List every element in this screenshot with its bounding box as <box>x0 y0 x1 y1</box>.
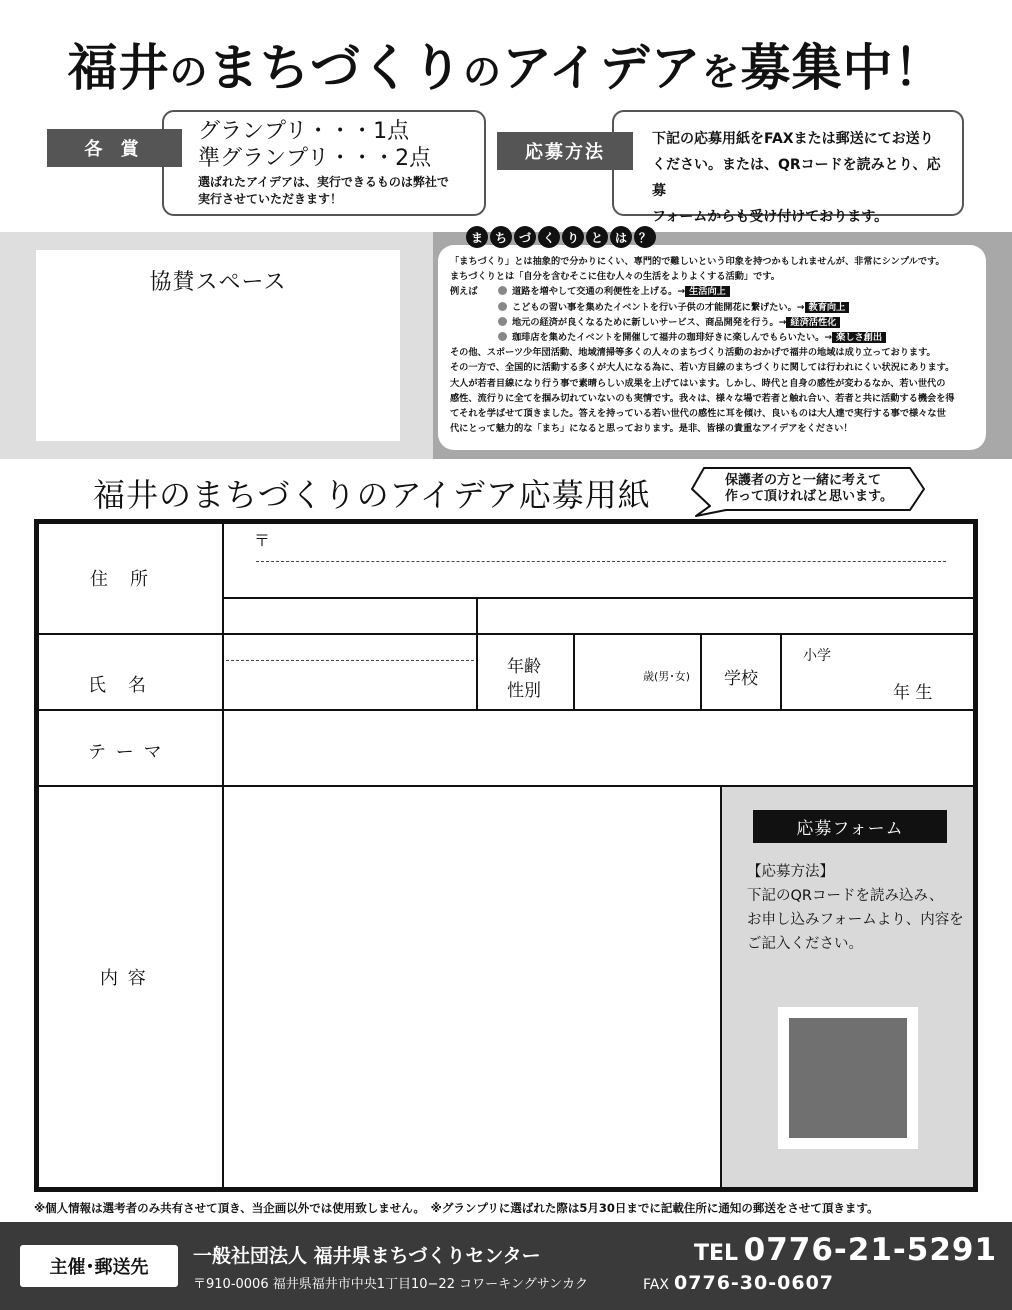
col-divider <box>780 634 782 709</box>
qr-code-icon[interactable] <box>789 1018 907 1138</box>
postal-mark: 〒 <box>254 531 273 550</box>
about-example-row: 例えば 道路を増やして交通の利便性を上げる。→ 生活向上 <box>450 284 972 299</box>
prize-box <box>162 110 486 216</box>
col-divider <box>700 634 702 709</box>
theme-label: テ ー マ <box>88 742 164 763</box>
col-divider <box>720 786 722 1187</box>
about-body-5: てそれを学ばせて頂きました。答えを持っている若い世代の感性に耳を傾け、良いものは大人達で実行する事で様々な世 <box>450 408 946 420</box>
tag-badge: 生活向上 <box>685 286 730 297</box>
about-box <box>438 245 986 450</box>
page-title: 福井のまちづくりのアイデアを募集中！ <box>67 39 945 97</box>
address-label: 住 所 <box>90 569 150 590</box>
col-divider <box>573 634 575 709</box>
content-field[interactable] <box>226 789 718 1185</box>
address-field-1[interactable] <box>226 526 970 594</box>
school-label: 学校 <box>724 669 758 689</box>
col-divider <box>476 597 478 709</box>
about-example-row: こどもの習い事を集めたイベントを行い子供の才能開花に繋げたい。→ 教育向上 <box>450 300 972 315</box>
gender-label: 性別 <box>507 681 541 701</box>
about-example-prefix: 例えば <box>450 286 478 298</box>
organizer-name: 一般社団法人 福井県まちづくりセンター <box>193 1245 541 1267</box>
content-label: 内 容 <box>100 968 148 989</box>
method-line-2: ください。または、QRコードを読みとり、応募 <box>652 157 941 199</box>
prize-grand: グランプリ・・・1点 <box>198 119 410 144</box>
method-line-3: フォームからも受け付けております。 <box>652 209 889 225</box>
row-divider <box>224 597 974 599</box>
tag-badge: 楽しさ創出 <box>832 332 886 343</box>
name-label: 氏 名 <box>88 675 148 696</box>
theme-field[interactable] <box>226 713 972 783</box>
online-form-button[interactable]: 応募フォーム <box>753 810 947 843</box>
school-type: 小学 <box>803 648 831 664</box>
tag-badge: 経済活性化 <box>786 317 840 328</box>
method-line-1: 下記の応募用紙をFAXまたは郵送にてお送り <box>652 131 934 147</box>
address-field-2[interactable] <box>226 600 474 632</box>
bullet-icon <box>498 286 507 295</box>
grade-suffix: 年 生 <box>893 683 933 703</box>
name-field[interactable] <box>226 664 474 708</box>
name-furigana-line <box>226 660 474 661</box>
col-divider <box>222 524 224 1187</box>
age-suffix: 歳(男･女) <box>643 670 691 683</box>
address-field-3[interactable] <box>480 600 972 632</box>
row-divider <box>39 633 974 635</box>
about-body-3: 大人が若者目線になり行う事で素晴らしい成果を上げてはいます。しかし、時代と自身の感性が変わるなか、若い世代の <box>450 377 946 389</box>
bullet-icon <box>498 317 507 326</box>
organizer-fax: FAX 0776-30-0607 <box>643 1272 835 1294</box>
prize-runner-up: 準グランプリ・・・2点 <box>198 146 432 171</box>
about-heading: ま ち づ く り と は ？ <box>466 226 656 250</box>
about-intro-2: まちづくりとは「自分を含むそこに住む人々の生活をよりよくする活動」です。 <box>450 271 780 283</box>
bullet-icon <box>498 332 507 341</box>
tag-badge: 教育向上 <box>805 302 850 313</box>
organizer-address: 〒910-0006 福井県福井市中央1丁目10−22 コワーキングサンカク <box>193 1277 589 1292</box>
age-label: 年齢 <box>507 657 541 677</box>
organizer-label: 主催･郵送先 <box>20 1245 178 1287</box>
row-divider <box>39 709 974 711</box>
form-title: 福井のまちづくりのアイデア応募用紙 <box>93 476 651 514</box>
privacy-footnote: ※個人情報は選考者のみ共有させて頂き、当企画以外では使用致しません。 ※グランプリに選ばれた際は5月30日までに記載住所に通知の郵送をさせて頂きます。 <box>34 1201 879 1215</box>
row-divider <box>39 785 974 787</box>
method-box <box>612 110 964 225</box>
about-intro-1: 「まちづくり」とは抽象的で分かりにくい、専門的で難しいという印象を持つかもしれませんが、非常にシンプルです。 <box>450 256 945 267</box>
about-body-1: その他、スポーツ少年団活動、地域清掃等多くの人々のまちづくり活動のおかげで福井の地域は成り立っております。 <box>450 347 936 359</box>
about-body-2: その一方で、全国的に活動する多くが大人になる為に、若い方目線のまちづくりに関しては行われにくい状況にあります。 <box>450 362 955 374</box>
about-example-row: 地元の経済が良くなるために新しいサービス、商品開発を行う。→ 経済活性化 <box>450 315 972 330</box>
organizer-tel: TEL 0776-21-5291 <box>694 1232 998 1268</box>
prize-note-2: 実行させていただきます！ <box>198 192 343 206</box>
about-body-6: 代にとって魅力的な「まち」になると思っております。是非、皆様の貴重なアイデアをください！ <box>450 423 853 435</box>
bubble-text: 保護者の方と一緒に考えて 作って頂ければと思います。 <box>725 473 893 504</box>
bullet-icon <box>498 302 507 311</box>
prize-note-1: 選ばれたアイデアは、実行できるものは弊社で <box>198 175 449 189</box>
about-body-4: 感性、流行りに全てを掴み切れていないのも実情です。我々は、様々な場で若者と触れ合い、若者と共に活動する機会を得 <box>450 392 955 404</box>
about-example-row: 珈琲店を集めたイベントを開催して福井の珈琲好きに楽しんでもらいたい。→ 楽しさ創出 <box>450 330 972 345</box>
method-label: 応募方法 <box>497 132 633 170</box>
prize-label: 各 賞 <box>47 129 182 167</box>
online-instructions: 【応募方法】 下記のQRコードを読み込み、 お申し込みフォームより、内容を ご記入ください。 <box>747 864 964 952</box>
sponsor-label: 協賛スペース <box>149 270 287 295</box>
